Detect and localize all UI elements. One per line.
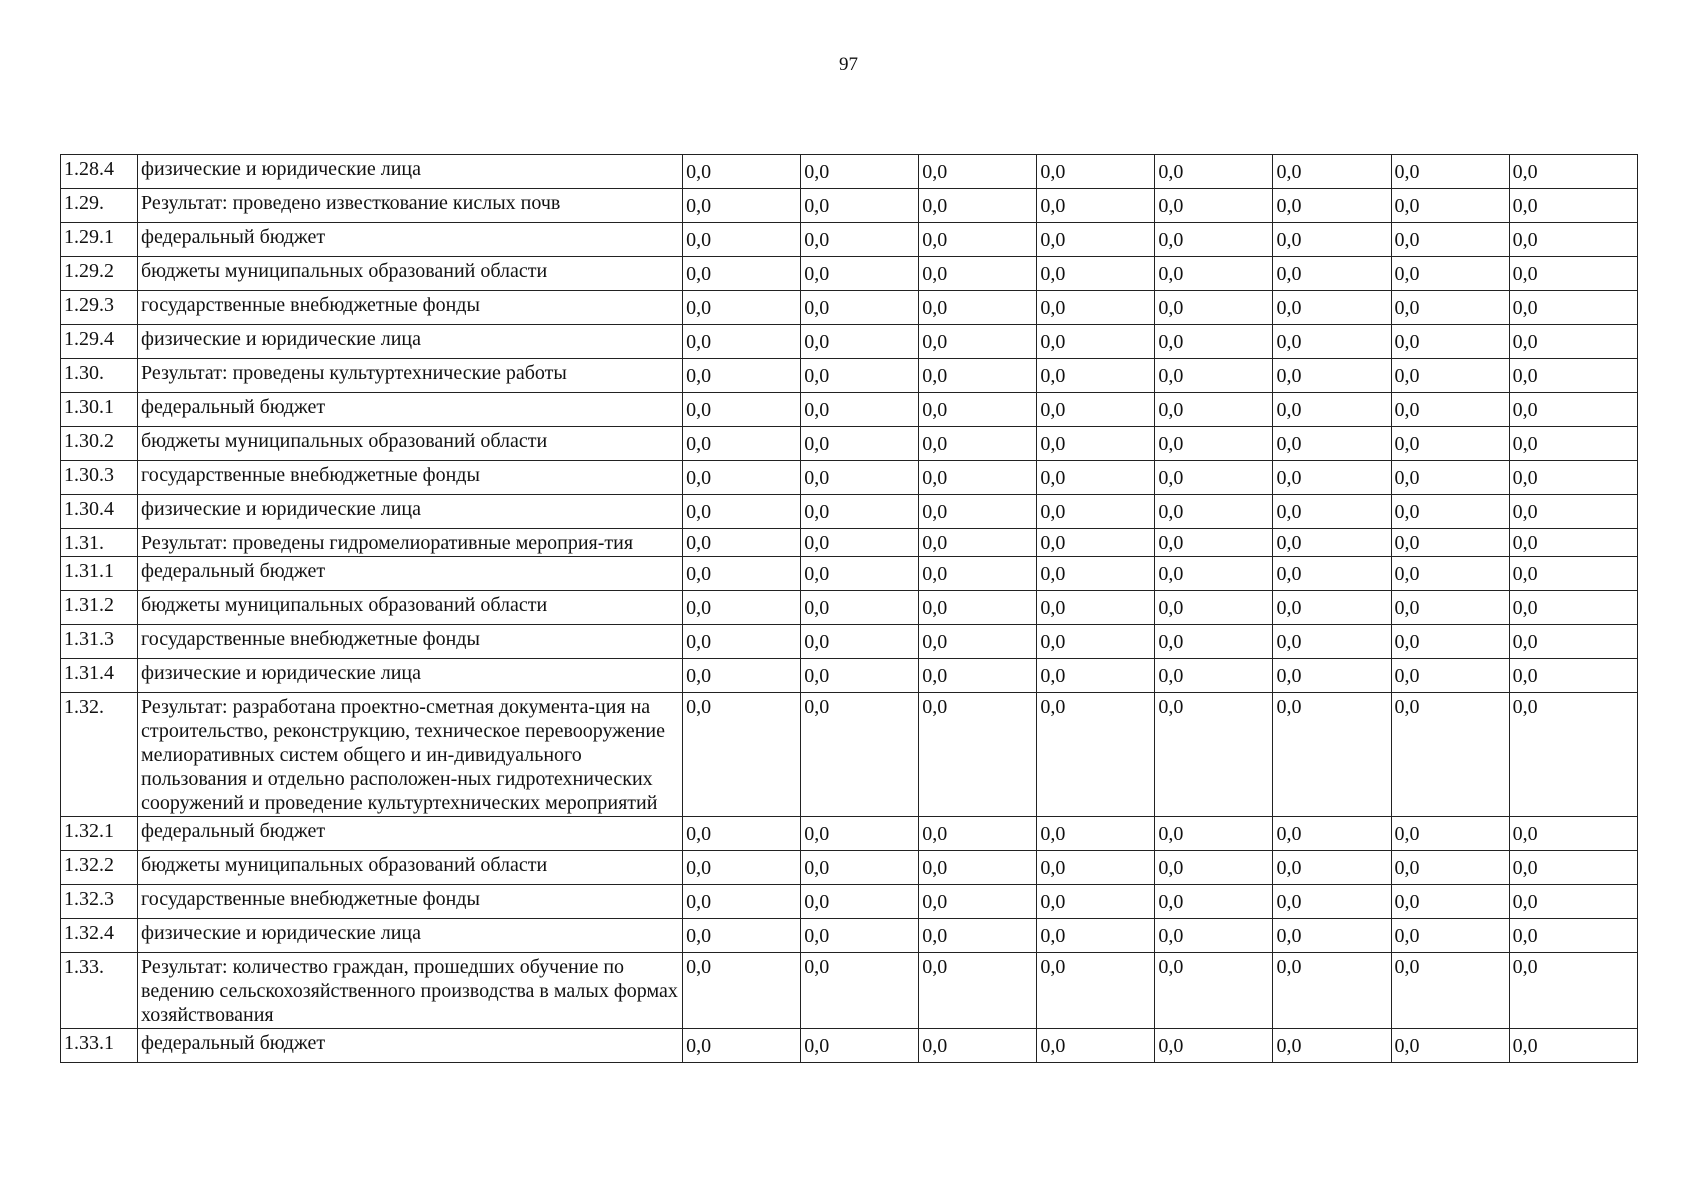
row-code: 1.31. [61, 529, 138, 557]
row-value: 0,0 [1037, 625, 1155, 659]
row-value: 0,0 [1509, 557, 1637, 591]
table-row [61, 529, 1638, 557]
row-value: 0,0 [1155, 557, 1273, 591]
row-value: 0,0 [1509, 693, 1637, 817]
row-value: 0,0 [1391, 189, 1509, 223]
table-row [61, 155, 1638, 189]
row-value: 0,0 [1273, 223, 1391, 257]
row-value: 0,0 [683, 851, 801, 885]
table-row [61, 1029, 1638, 1063]
table-row [61, 817, 1638, 851]
row-value: 0,0 [1037, 817, 1155, 851]
row-value: 0,0 [1391, 919, 1509, 953]
row-value: 0,0 [1155, 257, 1273, 291]
row-value: 0,0 [801, 359, 919, 393]
row-value: 0,0 [1391, 291, 1509, 325]
row-value: 0,0 [1155, 693, 1273, 817]
row-value: 0,0 [1509, 393, 1637, 427]
row-value: 0,0 [1155, 495, 1273, 529]
row-code: 1.29.2 [61, 257, 138, 291]
row-value: 0,0 [1391, 885, 1509, 919]
row-value: 0,0 [801, 223, 919, 257]
row-value: 0,0 [919, 427, 1037, 461]
row-value: 0,0 [1037, 851, 1155, 885]
table-row [61, 291, 1638, 325]
row-value: 0,0 [1037, 919, 1155, 953]
row-code: 1.29.1 [61, 223, 138, 257]
row-value: 0,0 [1155, 851, 1273, 885]
row-code: 1.31.4 [61, 659, 138, 693]
row-value: 0,0 [919, 223, 1037, 257]
row-name: государственные внебюджетные фонды [138, 625, 683, 659]
row-value: 0,0 [683, 919, 801, 953]
row-value: 0,0 [1155, 625, 1273, 659]
row-value: 0,0 [1391, 393, 1509, 427]
row-code: 1.30. [61, 359, 138, 393]
row-value: 0,0 [1391, 359, 1509, 393]
row-name: государственные внебюджетные фонды [138, 885, 683, 919]
row-name: физические и юридические лица [138, 919, 683, 953]
row-value: 0,0 [1391, 495, 1509, 529]
row-value: 0,0 [919, 693, 1037, 817]
row-value: 0,0 [683, 693, 801, 817]
row-name: бюджеты муниципальных образований области [138, 591, 683, 625]
row-value: 0,0 [1509, 427, 1637, 461]
row-value: 0,0 [1273, 1029, 1391, 1063]
row-value: 0,0 [1037, 393, 1155, 427]
row-value: 0,0 [1037, 885, 1155, 919]
row-value: 0,0 [801, 155, 919, 189]
row-value: 0,0 [683, 885, 801, 919]
row-value: 0,0 [801, 393, 919, 427]
table-row [61, 557, 1638, 591]
row-value: 0,0 [1391, 591, 1509, 625]
row-value: 0,0 [1509, 461, 1637, 495]
row-value: 0,0 [1273, 817, 1391, 851]
row-code: 1.33. [61, 953, 138, 1029]
row-code: 1.32.3 [61, 885, 138, 919]
row-value: 0,0 [1509, 625, 1637, 659]
row-value: 0,0 [1391, 461, 1509, 495]
row-value: 0,0 [1037, 257, 1155, 291]
row-value: 0,0 [1155, 591, 1273, 625]
row-value: 0,0 [919, 919, 1037, 953]
row-value: 0,0 [683, 557, 801, 591]
row-value: 0,0 [919, 291, 1037, 325]
row-value: 0,0 [1037, 557, 1155, 591]
row-value: 0,0 [801, 461, 919, 495]
row-value: 0,0 [1037, 291, 1155, 325]
row-value: 0,0 [1037, 591, 1155, 625]
row-value: 0,0 [1273, 529, 1391, 557]
row-name: Результат: количество граждан, прошедших обучение по ведению сельскохозяйственного производства в малых формах хозяйствования [138, 953, 683, 1029]
row-name: Результат: проведены культуртехнические работы [138, 359, 683, 393]
row-value: 0,0 [1273, 257, 1391, 291]
table-row [61, 189, 1638, 223]
row-value: 0,0 [1391, 625, 1509, 659]
row-value: 0,0 [801, 529, 919, 557]
row-value: 0,0 [1037, 359, 1155, 393]
row-value: 0,0 [1155, 189, 1273, 223]
row-code: 1.31.3 [61, 625, 138, 659]
row-code: 1.31.1 [61, 557, 138, 591]
row-value: 0,0 [1037, 155, 1155, 189]
row-value: 0,0 [919, 189, 1037, 223]
row-value: 0,0 [1273, 851, 1391, 885]
row-value: 0,0 [1509, 817, 1637, 851]
row-value: 0,0 [1509, 223, 1637, 257]
row-value: 0,0 [801, 291, 919, 325]
row-value: 0,0 [919, 591, 1037, 625]
row-value: 0,0 [1273, 693, 1391, 817]
table-row [61, 495, 1638, 529]
row-value: 0,0 [1155, 885, 1273, 919]
row-name: федеральный бюджет [138, 557, 683, 591]
row-value: 0,0 [1509, 919, 1637, 953]
row-value: 0,0 [1273, 461, 1391, 495]
row-name: государственные внебюджетные фонды [138, 291, 683, 325]
row-name: Результат: разработана проектно-сметная документа-ция на строительство, реконструкцию, техническое перевооружение мелиоративных систем общего и ин-дивидуального пользования и отдельно расположен-ных гидротехнических сооружений и проведение культуртехнических мероприятий [138, 693, 683, 817]
row-value: 0,0 [1155, 659, 1273, 693]
row-value: 0,0 [919, 325, 1037, 359]
row-value: 0,0 [683, 291, 801, 325]
table-row [61, 359, 1638, 393]
row-value: 0,0 [1273, 427, 1391, 461]
row-value: 0,0 [1273, 919, 1391, 953]
row-value: 0,0 [801, 1029, 919, 1063]
row-code: 1.28.4 [61, 155, 138, 189]
row-value: 0,0 [1155, 359, 1273, 393]
row-value: 0,0 [1037, 427, 1155, 461]
row-value: 0,0 [1273, 625, 1391, 659]
row-value: 0,0 [1273, 953, 1391, 1029]
table-row [61, 625, 1638, 659]
row-name: государственные внебюджетные фонды [138, 461, 683, 495]
row-value: 0,0 [801, 625, 919, 659]
row-value: 0,0 [683, 529, 801, 557]
row-value: 0,0 [1037, 953, 1155, 1029]
row-value: 0,0 [683, 591, 801, 625]
row-value: 0,0 [919, 557, 1037, 591]
row-value: 0,0 [801, 495, 919, 529]
row-value: 0,0 [1273, 291, 1391, 325]
table-body [61, 155, 1638, 1063]
row-value: 0,0 [1155, 291, 1273, 325]
row-value: 0,0 [1391, 817, 1509, 851]
row-value: 0,0 [1391, 257, 1509, 291]
row-value: 0,0 [919, 461, 1037, 495]
row-value: 0,0 [919, 817, 1037, 851]
row-value: 0,0 [1037, 223, 1155, 257]
row-value: 0,0 [683, 189, 801, 223]
row-value: 0,0 [1509, 851, 1637, 885]
row-value: 0,0 [1391, 693, 1509, 817]
row-name: бюджеты муниципальных образований области [138, 851, 683, 885]
row-value: 0,0 [919, 953, 1037, 1029]
row-value: 0,0 [1155, 817, 1273, 851]
row-value: 0,0 [1509, 953, 1637, 1029]
row-value: 0,0 [1391, 427, 1509, 461]
row-value: 0,0 [1391, 953, 1509, 1029]
row-name: федеральный бюджет [138, 817, 683, 851]
table-row [61, 693, 1638, 817]
row-value: 0,0 [801, 427, 919, 461]
row-value: 0,0 [683, 427, 801, 461]
row-name: физические и юридические лица [138, 155, 683, 189]
row-name: федеральный бюджет [138, 393, 683, 427]
row-value: 0,0 [1273, 495, 1391, 529]
row-value: 0,0 [801, 591, 919, 625]
row-value: 0,0 [801, 189, 919, 223]
row-value: 0,0 [1155, 393, 1273, 427]
row-value: 0,0 [683, 659, 801, 693]
row-value: 0,0 [801, 919, 919, 953]
table-row [61, 953, 1638, 1029]
row-value: 0,0 [919, 851, 1037, 885]
row-value: 0,0 [1509, 189, 1637, 223]
row-value: 0,0 [801, 953, 919, 1029]
row-code: 1.29. [61, 189, 138, 223]
row-value: 0,0 [919, 625, 1037, 659]
row-value: 0,0 [1155, 325, 1273, 359]
row-name: физические и юридические лица [138, 495, 683, 529]
row-value: 0,0 [1155, 155, 1273, 189]
row-value: 0,0 [1037, 659, 1155, 693]
row-value: 0,0 [683, 223, 801, 257]
row-value: 0,0 [1155, 953, 1273, 1029]
row-value: 0,0 [683, 393, 801, 427]
row-value: 0,0 [919, 359, 1037, 393]
row-code: 1.30.3 [61, 461, 138, 495]
row-code: 1.32.4 [61, 919, 138, 953]
row-value: 0,0 [683, 461, 801, 495]
row-value: 0,0 [1509, 257, 1637, 291]
row-value: 0,0 [919, 529, 1037, 557]
row-code: 1.30.2 [61, 427, 138, 461]
row-value: 0,0 [683, 625, 801, 659]
table-row [61, 325, 1638, 359]
row-value: 0,0 [1037, 189, 1155, 223]
row-value: 0,0 [1509, 1029, 1637, 1063]
row-value: 0,0 [1509, 495, 1637, 529]
row-value: 0,0 [1037, 495, 1155, 529]
row-value: 0,0 [1273, 591, 1391, 625]
table-row [61, 257, 1638, 291]
row-value: 0,0 [1155, 461, 1273, 495]
row-value: 0,0 [1155, 223, 1273, 257]
row-value: 0,0 [919, 495, 1037, 529]
table-row [61, 885, 1638, 919]
row-value: 0,0 [1273, 359, 1391, 393]
row-name: федеральный бюджет [138, 1029, 683, 1063]
row-value: 0,0 [1037, 461, 1155, 495]
row-name: физические и юридические лица [138, 659, 683, 693]
row-value: 0,0 [919, 1029, 1037, 1063]
row-value: 0,0 [683, 495, 801, 529]
row-value: 0,0 [919, 257, 1037, 291]
table-row [61, 393, 1638, 427]
row-name: Результат: проведены гидромелиоративные мероприя-тия [138, 529, 683, 557]
row-code: 1.29.3 [61, 291, 138, 325]
row-value: 0,0 [1037, 325, 1155, 359]
row-value: 0,0 [919, 659, 1037, 693]
row-code: 1.33.1 [61, 1029, 138, 1063]
row-value: 0,0 [1273, 189, 1391, 223]
row-value: 0,0 [1155, 427, 1273, 461]
row-value: 0,0 [1273, 325, 1391, 359]
table-row [61, 223, 1638, 257]
table-row [61, 851, 1638, 885]
row-value: 0,0 [683, 1029, 801, 1063]
row-value: 0,0 [683, 817, 801, 851]
table-row [61, 659, 1638, 693]
row-value: 0,0 [1509, 155, 1637, 189]
row-value: 0,0 [1273, 885, 1391, 919]
row-name: бюджеты муниципальных образований области [138, 427, 683, 461]
table-row [61, 591, 1638, 625]
row-value: 0,0 [1391, 557, 1509, 591]
row-value: 0,0 [1509, 591, 1637, 625]
row-value: 0,0 [801, 257, 919, 291]
row-code: 1.31.2 [61, 591, 138, 625]
row-value: 0,0 [919, 393, 1037, 427]
row-code: 1.32. [61, 693, 138, 817]
row-value: 0,0 [1155, 1029, 1273, 1063]
row-value: 0,0 [1391, 155, 1509, 189]
row-value: 0,0 [801, 885, 919, 919]
row-value: 0,0 [1273, 557, 1391, 591]
row-value: 0,0 [1391, 325, 1509, 359]
row-code: 1.29.4 [61, 325, 138, 359]
page-number: 97 [839, 54, 858, 75]
row-value: 0,0 [801, 851, 919, 885]
row-code: 1.32.1 [61, 817, 138, 851]
row-value: 0,0 [1509, 291, 1637, 325]
row-value: 0,0 [1155, 919, 1273, 953]
row-value: 0,0 [1509, 885, 1637, 919]
row-name: федеральный бюджет [138, 223, 683, 257]
table-row [61, 427, 1638, 461]
row-value: 0,0 [919, 885, 1037, 919]
row-value: 0,0 [801, 325, 919, 359]
row-value: 0,0 [683, 359, 801, 393]
row-value: 0,0 [1391, 1029, 1509, 1063]
row-name: бюджеты муниципальных образований области [138, 257, 683, 291]
row-value: 0,0 [1037, 1029, 1155, 1063]
table-row [61, 919, 1638, 953]
row-code: 1.32.2 [61, 851, 138, 885]
row-value: 0,0 [683, 953, 801, 1029]
row-value: 0,0 [801, 817, 919, 851]
row-value: 0,0 [1509, 359, 1637, 393]
row-value: 0,0 [1391, 529, 1509, 557]
row-value: 0,0 [1037, 693, 1155, 817]
row-value: 0,0 [919, 155, 1037, 189]
row-value: 0,0 [683, 257, 801, 291]
row-value: 0,0 [1155, 529, 1273, 557]
row-code: 1.30.4 [61, 495, 138, 529]
row-value: 0,0 [1509, 529, 1637, 557]
row-code: 1.30.1 [61, 393, 138, 427]
row-value: 0,0 [1273, 393, 1391, 427]
row-value: 0,0 [1273, 155, 1391, 189]
row-value: 0,0 [801, 659, 919, 693]
row-value: 0,0 [683, 155, 801, 189]
row-value: 0,0 [1509, 659, 1637, 693]
table-row [61, 461, 1638, 495]
row-value: 0,0 [1037, 529, 1155, 557]
row-value: 0,0 [1391, 659, 1509, 693]
row-value: 0,0 [683, 325, 801, 359]
row-value: 0,0 [1509, 325, 1637, 359]
row-name: Результат: проведено известкование кислых почв [138, 189, 683, 223]
row-value: 0,0 [1391, 851, 1509, 885]
row-value: 0,0 [801, 693, 919, 817]
row-value: 0,0 [801, 557, 919, 591]
row-name: физические и юридические лица [138, 325, 683, 359]
row-value: 0,0 [1273, 659, 1391, 693]
budget-table [60, 154, 1638, 1063]
row-value: 0,0 [1391, 223, 1509, 257]
